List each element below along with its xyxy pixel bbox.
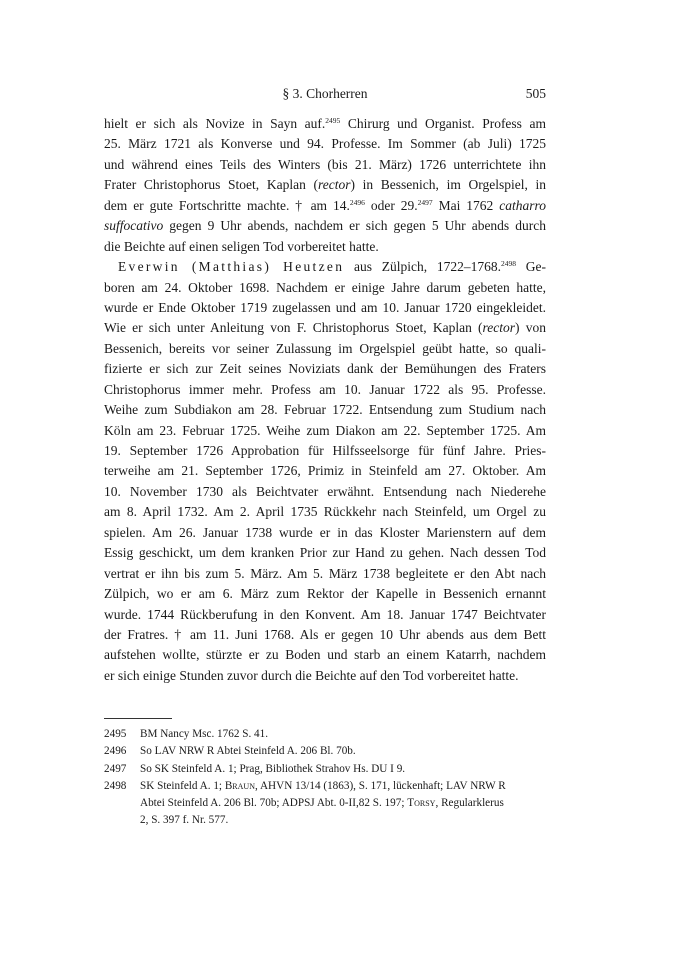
footnote-ref-2497: 2497 xyxy=(417,197,433,207)
footnote-2495 xyxy=(104,726,546,743)
footnote-2497 xyxy=(104,761,546,778)
footnote-2498 xyxy=(104,778,546,830)
footnote-ref-2498: 2498 xyxy=(501,259,516,269)
running-head: § 3. Chorherren xyxy=(282,86,368,101)
footnote-ref-2495: 2495 xyxy=(325,116,341,125)
footnote-text: So LAV NRW R Abtei Steinfeld A. 206 Bl. 70b. xyxy=(140,745,356,758)
footnote-separator xyxy=(104,718,172,719)
footnote-text: SK Steinfeld A. 1; Braun, AHVN 13/14 (1863), S. 171, lückenhaft; LAV NRW R Abtei Steinfeld A. 206 Bl. 70b; ADPSJ Abt. 0-II,82 S. 197; Torsy, Regularklerus 2, S. 397 f. Nr. 577. xyxy=(140,779,506,827)
footnote-number: 2495 xyxy=(104,728,127,740)
author-name: Braun xyxy=(224,779,255,792)
footnote-number: 2496 xyxy=(104,745,127,758)
main-text xyxy=(104,114,546,686)
paragraph-novice: hielt er sich als Novize in Sayn auf.$^{2495}$ Chirurg und Organist. Profess am 25. März 1721 als Konverse und 94. Professe. Im Sommer (ab Juli) 1725 und während eines Teils des Winters (bis 21. März) 1726 unterrichtete ihn Frater Christophorus Stoet, Kaplan (rector) in Bessenich, im Orgelspiel, in dem er gute Fortschritte machte. † am 14.$^{2496}$ oder 29.$^{2497}$ Mai 1762 catharro suffocativo gegen 9 Uhr abends, nachdem er sich gegen 5 Uhr abends durch die Beichte auf einen seligen Tod vorbereitet hatte. xyxy=(104,116,546,254)
page-number: 505 xyxy=(525,86,546,101)
footnote-text: So SK Steinfeld A. 1; Prag, Bibliothek Strahov Hs. DU I 9. xyxy=(140,762,406,775)
page-header xyxy=(104,86,546,104)
person-name: Everwin (Matthias) Heutzen xyxy=(118,259,345,275)
footnote-ref-2496: 2496 xyxy=(349,197,365,207)
footnote-number: 2498 xyxy=(104,779,127,792)
footnote-2496 xyxy=(104,743,546,760)
footnote-text: BM Nancy Msc. 1762 S. 41. xyxy=(140,728,269,740)
footnote-number: 2497 xyxy=(104,762,127,775)
paragraph-heutzen: Everwin (Matthias) Heutzen aus Zülpich, 1722–1768.$^{2498}$ Ge- boren am 24. Oktober 1698. Nachdem er einige Jahre darum gebeten hatte, wurde er Ende Oktober 1719 zugelassen und am 10. Januar 1720 eingekleidet. Wie er sich unter Anleitung von F. Christophorus Stoet, Kaplan (rector) von Bessenich, bereits vor seiner Zulassung im Orgelspiel geübt hatte, so quali- fizierte er sich zur Zeit seines Noviziats dank der Bemühungen des Fraters Christophorus immer mehr. Profess am 10. Januar 1722 als 95. Professe. Weihe zum Subdiakon am 28. Februar 1722. Entsendung zum Studium nach Köln am 23. Februar 1725. Weihe zum Diakon am 22. September 1725. Am 19. September 1726 Approbation für Hilfsseelsorge für fünf Jahre. Pries- terweihe am 21. September 1726, Primiz in Steinfeld am 27. Oktober. Am 10. November 1730 als Beichtvater erwähnt. Entsendung nach Niederehe am 8. April 1732. Am 2. April 1735 Rückkehr nach Steinfeld, um Orgel zu spielen. Am 26. Januar 1738 wurde er in das Kloster Marienstern auf dem Essig geschickt, um dem kranken Prior zur Hand zu gehen. Nach dessen Tod vertrat er ihn bis zum 5. März. Am 5. März 1738 begleitete er den Abt nach Zülpich, wo er am 6. März zum Rektor der Kapelle in Bessenich ernannt wurde. 1744 Rückberufung in den Konvent. Am 18. Januar 1747 Beichtvater der Fratres. † am 11. Juni 1768. Als er gegen 10 Uhr abends aus dem Bett aufstehen wollte, stürzte er zu Boden und starb an einem Katarrh, nachdem er sich einige Stunden zuvor durch die Beichte auf den Tod vorbereitet hatte. xyxy=(104,259,546,683)
author-name: Torsy xyxy=(407,797,436,810)
footnotes xyxy=(104,726,546,830)
